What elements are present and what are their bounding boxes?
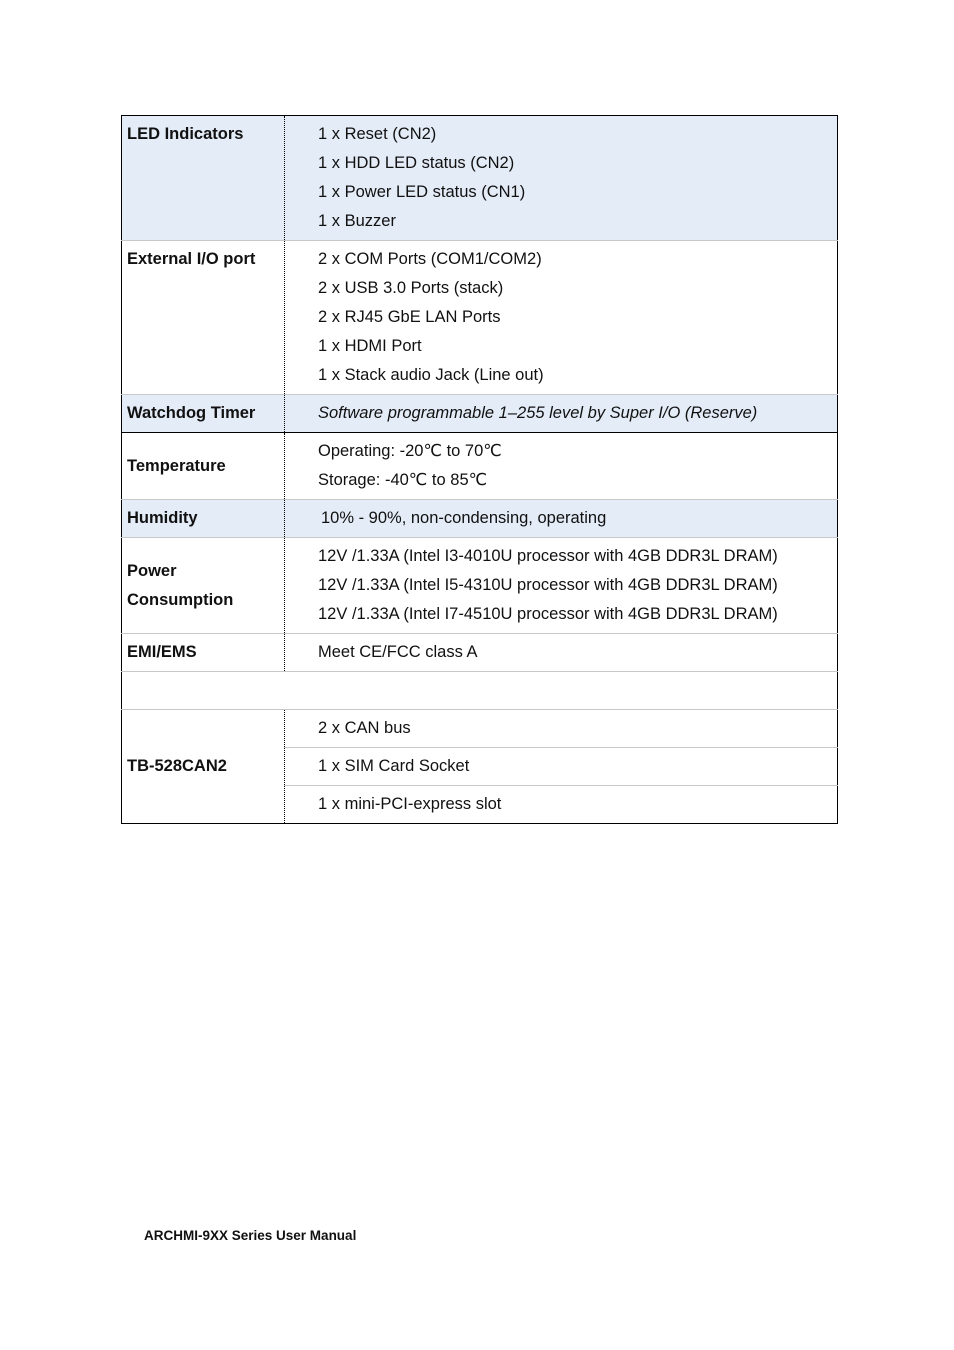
row-value: Meet CE/FCC class A bbox=[285, 634, 838, 672]
row-label: Humidity bbox=[122, 500, 285, 538]
row-label: TB-528CAN2 bbox=[122, 710, 285, 824]
row-value: 12V /1.33A (Intel I3-4010U processor with 4GB DDR3L DRAM) 12V /1.33A (Intel I5-4310U processor with 4GB DDR3L DRAM) 12V /1.33A (Intel I7-4510U processor with 4GB DDR3L DRAM) bbox=[285, 538, 838, 634]
row-value: 2 x CAN bus bbox=[285, 710, 838, 748]
row-led-indicators bbox=[122, 116, 838, 241]
row-label: Power Consumption bbox=[122, 538, 285, 634]
spec-table bbox=[121, 115, 838, 824]
row-spacer bbox=[122, 672, 838, 710]
row-value: 1 x Reset (CN2) 1 x HDD LED status (CN2) 1 x Power LED status (CN1) 1 x Buzzer bbox=[285, 116, 838, 241]
row-value: 1 x mini-PCI-express slot bbox=[285, 786, 838, 824]
row-power-consumption bbox=[122, 538, 838, 634]
row-temperature bbox=[122, 433, 838, 500]
page-footer: ARCHMI-9XX Series User Manual bbox=[144, 1228, 357, 1243]
row-label: LED Indicators bbox=[122, 116, 285, 241]
row-humidity bbox=[122, 500, 838, 538]
row-watchdog-timer bbox=[122, 395, 838, 433]
row-value: Operating: -20℃ to 70℃ Storage: -40℃ to 85℃ bbox=[285, 433, 838, 500]
spacer-cell bbox=[122, 672, 838, 710]
row-label: EMI/EMS bbox=[122, 634, 285, 672]
row-value: 2 x COM Ports (COM1/COM2) 2 x USB 3.0 Ports (stack) 2 x RJ45 GbE LAN Ports 1 x HDMI Port 1 x Stack audio Jack (Line out) bbox=[285, 241, 838, 395]
row-label: Temperature bbox=[122, 433, 285, 500]
row-value: 10% - 90%, non-condensing, operating bbox=[285, 500, 838, 538]
row-value: 1 x SIM Card Socket bbox=[285, 748, 838, 786]
row-emi-ems bbox=[122, 634, 838, 672]
row-value: Software programmable 1–255 level by Super I/O (Reserve) bbox=[285, 395, 838, 433]
row-tb-528can2 bbox=[122, 710, 838, 748]
row-label: Watchdog Timer bbox=[122, 395, 285, 433]
row-label: External I/O port bbox=[122, 241, 285, 395]
row-external-io bbox=[122, 241, 838, 395]
